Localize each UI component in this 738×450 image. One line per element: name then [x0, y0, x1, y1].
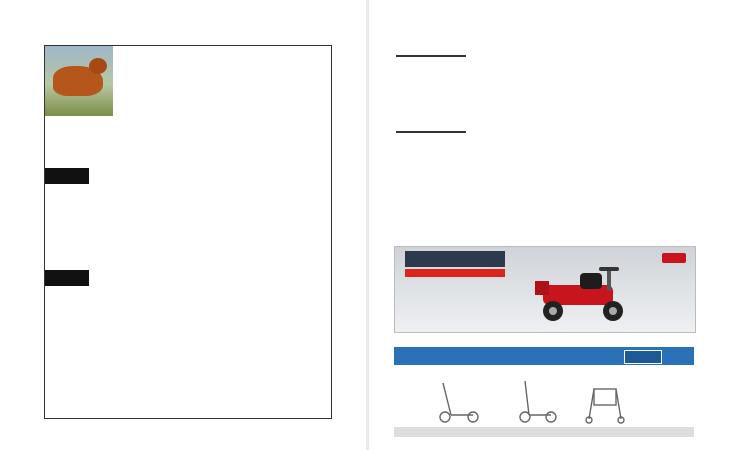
- ad-esla[interactable]: [369, 345, 738, 440]
- ad-ostoksilla: [369, 213, 738, 343]
- esla-logo: [624, 350, 662, 364]
- box-icon: [662, 253, 686, 263]
- esla-product-images: [429, 375, 649, 425]
- scooter-image: [525, 265, 645, 325]
- skand-ad[interactable]: [394, 246, 696, 333]
- led-price-panel: [655, 253, 693, 327]
- clue-block-asetakkeja: [45, 270, 89, 286]
- esla-footer: [394, 427, 694, 437]
- sudoku-2: [396, 131, 466, 133]
- crossword-lines: [45, 46, 331, 418]
- ristikot-logo: [336, 355, 346, 420]
- skand-offer: [405, 269, 505, 277]
- crossword-grid: [44, 45, 332, 419]
- skand-logo: [405, 251, 505, 267]
- left-page: [0, 0, 366, 450]
- clue-block-korkeakoulu: [45, 168, 89, 184]
- sudoku-1: [396, 55, 466, 57]
